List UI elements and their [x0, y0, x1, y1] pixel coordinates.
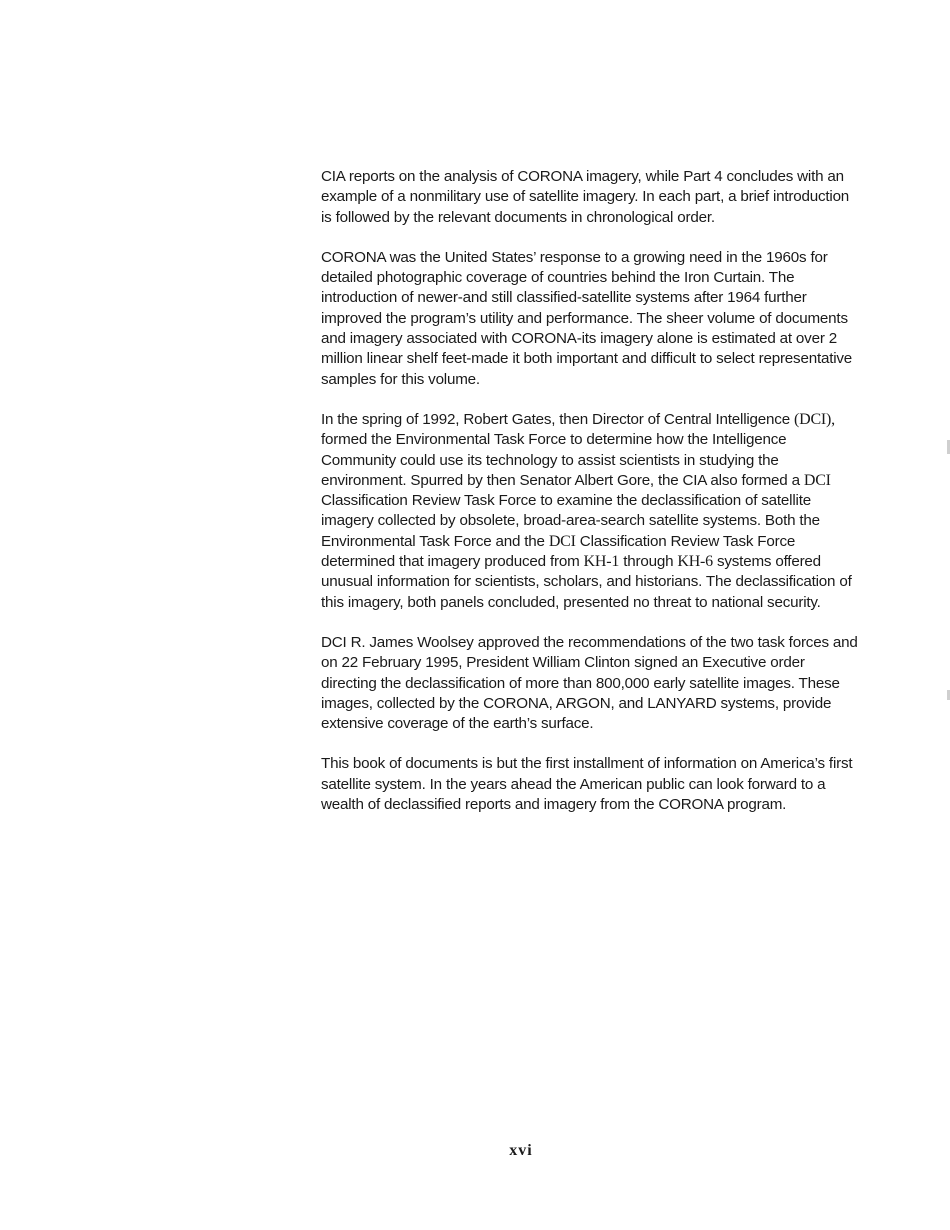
- paragraph-task-forces: [321, 410, 861, 613]
- paragraph-text: DCI R. James Woolsey approved the recommendations of the two task forces and on 22 February 1995, President William Clinton signed an Executive order directing the declassification of more than 800,000 early satellite images. These images, collected by the CORONA, ARGON, and LANYARD systems, provide extensive coverage of the earth’s surface.: [321, 633, 858, 733]
- paragraph-text: This book of documents is but the first installment of information on America’s first satellite system. In the years ahead the American public can look forward to a wealth of declassified reports and imagery from the CORONA program.: [321, 755, 853, 814]
- acronym-dci: DCI: [803, 471, 831, 489]
- system-kh1: KH-1: [583, 553, 620, 571]
- paragraph-text: Classification Review Task Force to examine the declassification of satellite imagery collected by obsolete, broad-area-search satellite systems. Both the Environmental Task Force and the: [321, 492, 820, 550]
- paragraph-text: systems offered unusual information for scientists, scholars, and historians. The declassification of this imagery, both panels concluded, presented no threat to national security.: [321, 553, 852, 611]
- body-text: [321, 167, 861, 835]
- paragraph-declassification-order: [321, 633, 861, 734]
- acronym-dci: DCI: [548, 532, 576, 550]
- paragraph-text: through: [619, 553, 678, 571]
- paragraph-book-outlook: [321, 754, 861, 815]
- paragraph-text: CIA reports on the analysis of CORONA imagery, while Part 4 concludes with an example of a nonmilitary use of satellite imagery. In each part, a brief introduction is followed by the relevant documents in chronological order.: [321, 168, 850, 226]
- paragraph-intro-continued: [321, 167, 861, 228]
- system-kh6: KH-6: [677, 553, 713, 571]
- paragraph-text: Classification Review Task Force determined that imagery produced from: [321, 532, 796, 571]
- page-number: xvi: [509, 1142, 533, 1159]
- acronym-dci: (DCI),: [793, 410, 835, 428]
- paragraph-text: CORONA was the United States’ response to a growing need in the 1960s for detailed photographic coverage of countries behind the Iron Curtain. The introduction of newer-and still classified-satellite systems after 1964 further improved the program’s utility and performance. The sheer volume of documents and imagery associated with CORONA-its imagery alone is estimated at over 2 million linear shelf feet-made it both important and difficult to select representative samples for this volume.: [321, 248, 853, 388]
- paragraph-corona-background: [321, 248, 861, 390]
- paragraph-text: formed the Environmental Task Force to determine how the Intelligence Community could use its technology to assist scientists in studying the environment. Spurred by then Senator Albert Gore, the CIA also formed a: [321, 431, 804, 489]
- paragraph-text: In the spring of 1992, Robert Gates, then Director of Central Intelligence: [321, 410, 794, 428]
